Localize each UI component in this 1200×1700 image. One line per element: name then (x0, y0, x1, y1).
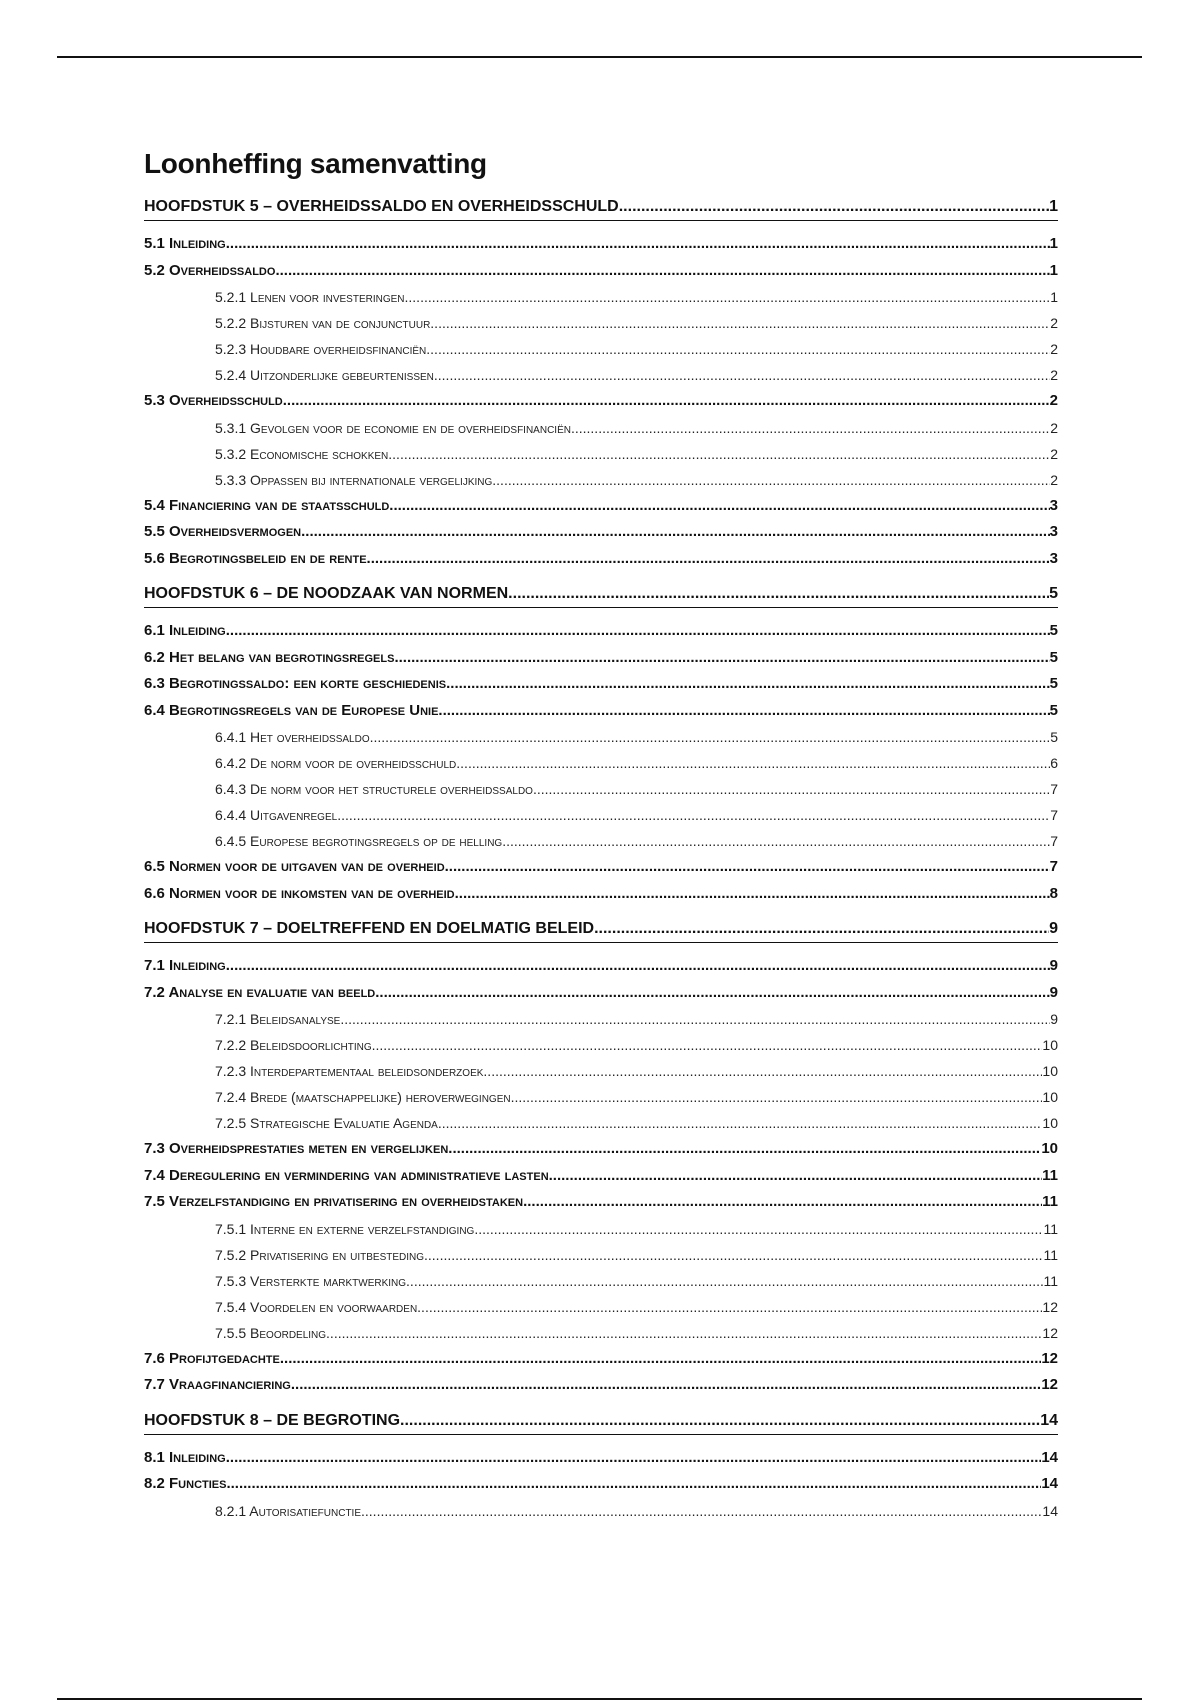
toc-section-entry[interactable] (144, 1346, 1058, 1373)
toc-entry-label: 7.2.5 Strategische Evaluatie Agenda (215, 1115, 438, 1131)
toc-page-number: 12 (1042, 1324, 1058, 1341)
toc-entry-label: 6.4.5 Europese begrotingsregels op de helling (215, 833, 503, 849)
toc-page-number: 3 (1049, 523, 1058, 540)
toc-dot-leader (394, 645, 1049, 672)
toc-section-entry[interactable] (144, 1372, 1058, 1399)
toc-page-number: 1 (1050, 289, 1058, 305)
toc-entry-label: 7.5.5 Beoordeling (215, 1324, 327, 1341)
toc-page-number: 11 (1043, 1272, 1058, 1289)
toc-page-number: 2 (1050, 315, 1058, 331)
toc-dot-leader (275, 258, 1049, 285)
toc-page-number: 5 (1049, 622, 1058, 639)
toc-dot-leader (226, 953, 1050, 980)
toc-section-entry[interactable] (144, 1445, 1058, 1472)
toc-page-number: 3 (1049, 496, 1058, 514)
toc-section-entry[interactable] (144, 388, 1058, 415)
toc-entry-label: 7.5.4 Voordelen en voorwaarden (215, 1298, 418, 1315)
toc-entry-label: 6.1 Inleiding (144, 622, 226, 639)
toc-section-entry[interactable] (144, 546, 1058, 573)
toc-page-number: 11 (1043, 1220, 1058, 1237)
toc-entry-label: 8.2.1 Autorisatiefunctie (215, 1502, 362, 1519)
toc-dot-leader (280, 1346, 1041, 1373)
toc-page-number: 10 (1041, 1140, 1058, 1157)
toc-dot-leader (438, 698, 1049, 725)
toc-subsection-entry[interactable] (144, 1084, 1058, 1110)
toc-section-entry[interactable] (144, 493, 1058, 520)
toc-page-number: 11 (1042, 1166, 1058, 1184)
toc-page-number: 7 (1050, 781, 1058, 797)
toc-dot-leader (508, 581, 1049, 607)
toc-page-number: 1 (1049, 198, 1058, 215)
toc-dot-leader (492, 467, 1050, 493)
toc-entry-label: 7.2.3 Interdepartementaal beleidsonderzoek (215, 1063, 484, 1079)
toc-entry-label: 6.4.1 Het overheidssaldo (215, 729, 370, 745)
toc-dot-leader (424, 1242, 1043, 1268)
toc-entry-label: 7.4 Deregulering en vermindering van administratieve lasten (144, 1166, 549, 1184)
toc-dot-leader (389, 493, 1049, 520)
toc-subsection-entry[interactable] (144, 310, 1058, 336)
toc-entry-label: 7.5.2 Privatisering en uitbesteding (215, 1246, 425, 1263)
toc-page-number: 8 (1049, 884, 1058, 902)
toc-dot-leader (619, 194, 1049, 220)
toc-entry-label: 7.2 Analyse en evaluatie van beeld (144, 983, 376, 1001)
toc-entry-label: 5.2.4 Uitzonderlijke gebeurtenissen (215, 367, 434, 383)
toc-section-entry[interactable] (144, 980, 1058, 1007)
toc-subsection-entry[interactable] (144, 284, 1058, 310)
toc-entry-label: 8.1 Inleiding (144, 1448, 226, 1466)
toc-page-number: 5 (1049, 648, 1058, 666)
toc-page-number: 10 (1042, 1063, 1058, 1079)
toc-page-number: 6 (1050, 755, 1058, 771)
toc-page-number: 14 (1040, 1411, 1058, 1429)
toc-chapter-entry[interactable] (144, 194, 1058, 221)
toc-entry-label: 7.1 Inleiding (144, 957, 226, 974)
toc-subsection-entry[interactable] (144, 1006, 1058, 1032)
toc-dot-leader (375, 980, 1049, 1007)
toc-page-number: 1 (1049, 235, 1058, 252)
toc-page-number: 2 (1050, 471, 1058, 488)
toc-dot-leader (438, 1110, 1043, 1136)
toc-entry-label: 6.4.4 Uitgavenregel (215, 807, 338, 823)
toc-dot-leader (291, 1372, 1041, 1399)
toc-subsection-entry[interactable] (144, 1498, 1058, 1524)
toc-page-number: 14 (1041, 1448, 1058, 1466)
toc-dot-leader (594, 916, 1049, 942)
toc-page-number: 11 (1042, 1193, 1058, 1210)
toc-dot-leader (549, 1163, 1043, 1190)
toc-subsection-entry[interactable] (144, 750, 1058, 776)
toc-page-number: 3 (1049, 549, 1058, 567)
table-of-contents (144, 194, 1058, 1524)
toc-page-number: 2 (1049, 392, 1058, 409)
toc-dot-leader (445, 854, 1050, 881)
toc-section-entry[interactable] (144, 258, 1058, 285)
toc-subsection-entry[interactable] (144, 441, 1058, 467)
toc-page-number: 12 (1041, 1349, 1058, 1367)
toc-entry-label: 5.2 Overheidssaldo (144, 261, 276, 279)
toc-page-number: 5 (1049, 701, 1058, 719)
toc-page-number: 2 (1050, 445, 1058, 462)
toc-subsection-entry[interactable] (144, 1268, 1058, 1294)
toc-page-number: 2 (1050, 341, 1058, 357)
toc-entry-label: 5.4 Financiering van de staatsschuld (144, 496, 390, 514)
toc-page-number: 12 (1042, 1298, 1058, 1315)
toc-page-number: 5 (1050, 729, 1058, 745)
toc-entry-label: 6.4.2 De norm voor de overheidsschuld (215, 755, 457, 771)
toc-entry-label: 7.2.1 Beleidsanalyse (215, 1011, 341, 1027)
toc-dot-leader (448, 1136, 1041, 1163)
toc-dot-leader (571, 415, 1050, 441)
toc-entry-label: HOOFDSTUK 6 – DE NOODZAAK VAN NORMEN (144, 585, 509, 602)
toc-dot-leader (502, 828, 1050, 854)
toc-dot-leader (370, 724, 1051, 750)
toc-subsection-entry[interactable] (144, 1242, 1058, 1268)
toc-entry-label: 5.3 Overheidsschuld (144, 392, 283, 409)
toc-entry-label: 5.2.1 Lenen voor investeringen (215, 289, 405, 305)
toc-dot-leader (367, 546, 1050, 573)
toc-dot-leader (533, 776, 1050, 802)
toc-dot-leader (456, 750, 1050, 776)
toc-dot-leader (400, 1408, 1040, 1434)
toc-entry-label: 7.5.1 Interne en externe verzelfstandiging (215, 1220, 475, 1237)
toc-page-number: 2 (1050, 367, 1058, 383)
toc-page-number: 7 (1050, 833, 1058, 849)
toc-subsection-entry[interactable] (144, 1058, 1058, 1084)
toc-page-number: 10 (1042, 1115, 1058, 1131)
toc-page-number: 9 (1049, 957, 1058, 974)
toc-entry-label: 6.2 Het belang van begrotingsregels (144, 648, 395, 666)
toc-page-number: 11 (1043, 1246, 1058, 1263)
toc-entry-label: HOOFDSTUK 7 – DOELTREFFEND EN DOELMATIG BELEID (144, 920, 595, 937)
toc-section-entry[interactable] (144, 671, 1058, 698)
toc-page-number: 9 (1049, 983, 1058, 1001)
toc-page-number: 12 (1041, 1376, 1058, 1393)
toc-entry-label: 7.3 Overheidsprestaties meten en vergelijken (144, 1140, 449, 1157)
toc-page-number: 9 (1049, 920, 1058, 937)
toc-dot-leader (226, 231, 1050, 258)
toc-entry-label: 6.4 Begrotingsregels van de Europese Unie (144, 701, 439, 719)
toc-entry-label: 5.2.3 Houdbare overheidsfinanciën (215, 341, 427, 357)
toc-dot-leader (430, 310, 1050, 336)
toc-dot-leader (434, 362, 1050, 388)
toc-entry-label: 7.2.4 Brede (maatschappelijke) heroverwegingen (215, 1089, 511, 1105)
toc-dot-leader (226, 1471, 1041, 1498)
toc-section-entry[interactable] (144, 881, 1058, 908)
toc-entry-label: 5.3.3 Oppassen bij internationale vergelijking (215, 471, 493, 488)
toc-dot-leader (405, 284, 1051, 310)
toc-dot-leader (326, 1320, 1042, 1346)
toc-dot-leader (426, 336, 1050, 362)
toc-page-number: 9 (1050, 1011, 1058, 1027)
toc-subsection-entry[interactable] (144, 415, 1058, 441)
toc-dot-leader (474, 1216, 1043, 1242)
toc-subsection-entry[interactable] (144, 1216, 1058, 1242)
toc-dot-leader (283, 388, 1050, 415)
toc-page-number: 10 (1042, 1037, 1058, 1053)
toc-dot-leader (337, 802, 1050, 828)
toc-section-entry[interactable] (144, 519, 1058, 546)
toc-entry-label: 5.1 Inleiding (144, 235, 226, 252)
toc-section-entry[interactable] (144, 1471, 1058, 1498)
toc-subsection-entry[interactable] (144, 802, 1058, 828)
toc-subsection-entry[interactable] (144, 1032, 1058, 1058)
toc-section-entry[interactable] (144, 231, 1058, 258)
toc-entry-label: 7.7 Vraagfinanciering (144, 1376, 291, 1393)
toc-section-entry[interactable] (144, 1163, 1058, 1190)
toc-dot-leader (511, 1084, 1043, 1110)
toc-subsection-entry[interactable] (144, 828, 1058, 854)
toc-dot-leader (388, 441, 1050, 467)
toc-section-entry[interactable] (144, 618, 1058, 645)
toc-subsection-entry[interactable] (144, 776, 1058, 802)
toc-section-entry[interactable] (144, 1136, 1058, 1163)
toc-chapter-entry[interactable] (144, 1408, 1058, 1435)
toc-subsection-entry[interactable] (144, 362, 1058, 388)
page-title: Loonheffing samenvatting (144, 148, 487, 179)
toc-section-entry[interactable] (144, 854, 1058, 881)
toc-page-number: 7 (1049, 858, 1058, 875)
toc-dot-leader (446, 671, 1050, 698)
toc-entry-label: 5.2.2 Bijsturen van de conjunctuur (215, 315, 431, 331)
toc-page-number: 7 (1050, 807, 1058, 823)
toc-section-entry[interactable] (144, 645, 1058, 672)
header-rule (57, 56, 1142, 58)
toc-subsection-entry[interactable] (144, 1294, 1058, 1320)
toc-chapter-entry[interactable] (144, 916, 1058, 943)
toc-page-number: 1 (1049, 261, 1058, 279)
toc-subsection-entry[interactable] (144, 724, 1058, 750)
toc-page-number: 5 (1049, 585, 1058, 602)
toc-dot-leader (226, 1445, 1042, 1472)
toc-page-number: 14 (1042, 1502, 1058, 1519)
toc-subsection-entry[interactable] (144, 336, 1058, 362)
toc-dot-leader (406, 1268, 1043, 1294)
toc-entry-label: 5.6 Begrotingsbeleid en de rente (144, 549, 367, 567)
toc-entry-label: HOOFDSTUK 8 – DE BEGROTING (144, 1411, 401, 1429)
toc-page-number: 14 (1041, 1475, 1058, 1492)
toc-dot-leader (226, 618, 1050, 645)
document-page (144, 140, 1058, 1524)
toc-page-number: 2 (1050, 419, 1058, 436)
toc-entry-label: 7.5.3 Versterkte marktwerking (215, 1272, 407, 1289)
toc-dot-leader (417, 1294, 1042, 1320)
toc-subsection-entry[interactable] (144, 467, 1058, 493)
toc-dot-leader (455, 881, 1050, 908)
toc-page-number: 5 (1049, 675, 1058, 692)
toc-page-number: 10 (1042, 1089, 1058, 1105)
toc-section-entry[interactable] (144, 698, 1058, 725)
toc-entry-label: 7.2.2 Beleidsdoorlichting (215, 1037, 372, 1053)
toc-entry-label: 7.5 Verzelfstandiging en privatisering en overheidstaken (144, 1193, 524, 1210)
toc-entry-label: 5.5 Overheidsvermogen (144, 523, 302, 540)
toc-chapter-entry[interactable] (144, 581, 1058, 608)
toc-dot-leader (523, 1189, 1042, 1216)
toc-entry-label: 7.6 Profijtgedachte (144, 1349, 280, 1367)
toc-subsection-entry[interactable] (144, 1110, 1058, 1136)
toc-entry-label: 6.3 Begrotingssaldo: een korte geschiedenis (144, 675, 447, 692)
toc-entry-label: 6.4.3 De norm voor het structurele overheidssaldo (215, 781, 533, 797)
toc-entry-label: 5.3.1 Gevolgen voor de economie en de overheidsfinanciën (215, 419, 571, 436)
toc-section-entry[interactable] (144, 953, 1058, 980)
toc-entry-label: 6.6 Normen voor de inkomsten van de overheid (144, 884, 455, 902)
toc-entry-label: 8.2 Functies (144, 1475, 227, 1492)
toc-subsection-entry[interactable] (144, 1320, 1058, 1346)
toc-dot-leader (483, 1058, 1042, 1084)
toc-dot-leader (372, 1032, 1043, 1058)
toc-dot-leader (301, 519, 1050, 546)
toc-entry-label: 6.5 Normen voor de uitgaven van de overheid (144, 858, 445, 875)
toc-section-entry[interactable] (144, 1189, 1058, 1216)
toc-entry-label: HOOFDSTUK 5 – OVERHEIDSSALDO EN OVERHEIDSSCHULD (144, 198, 619, 215)
toc-dot-leader (361, 1498, 1042, 1524)
toc-entry-label: 5.3.2 Economische schokken (215, 445, 389, 462)
toc-dot-leader (340, 1006, 1050, 1032)
